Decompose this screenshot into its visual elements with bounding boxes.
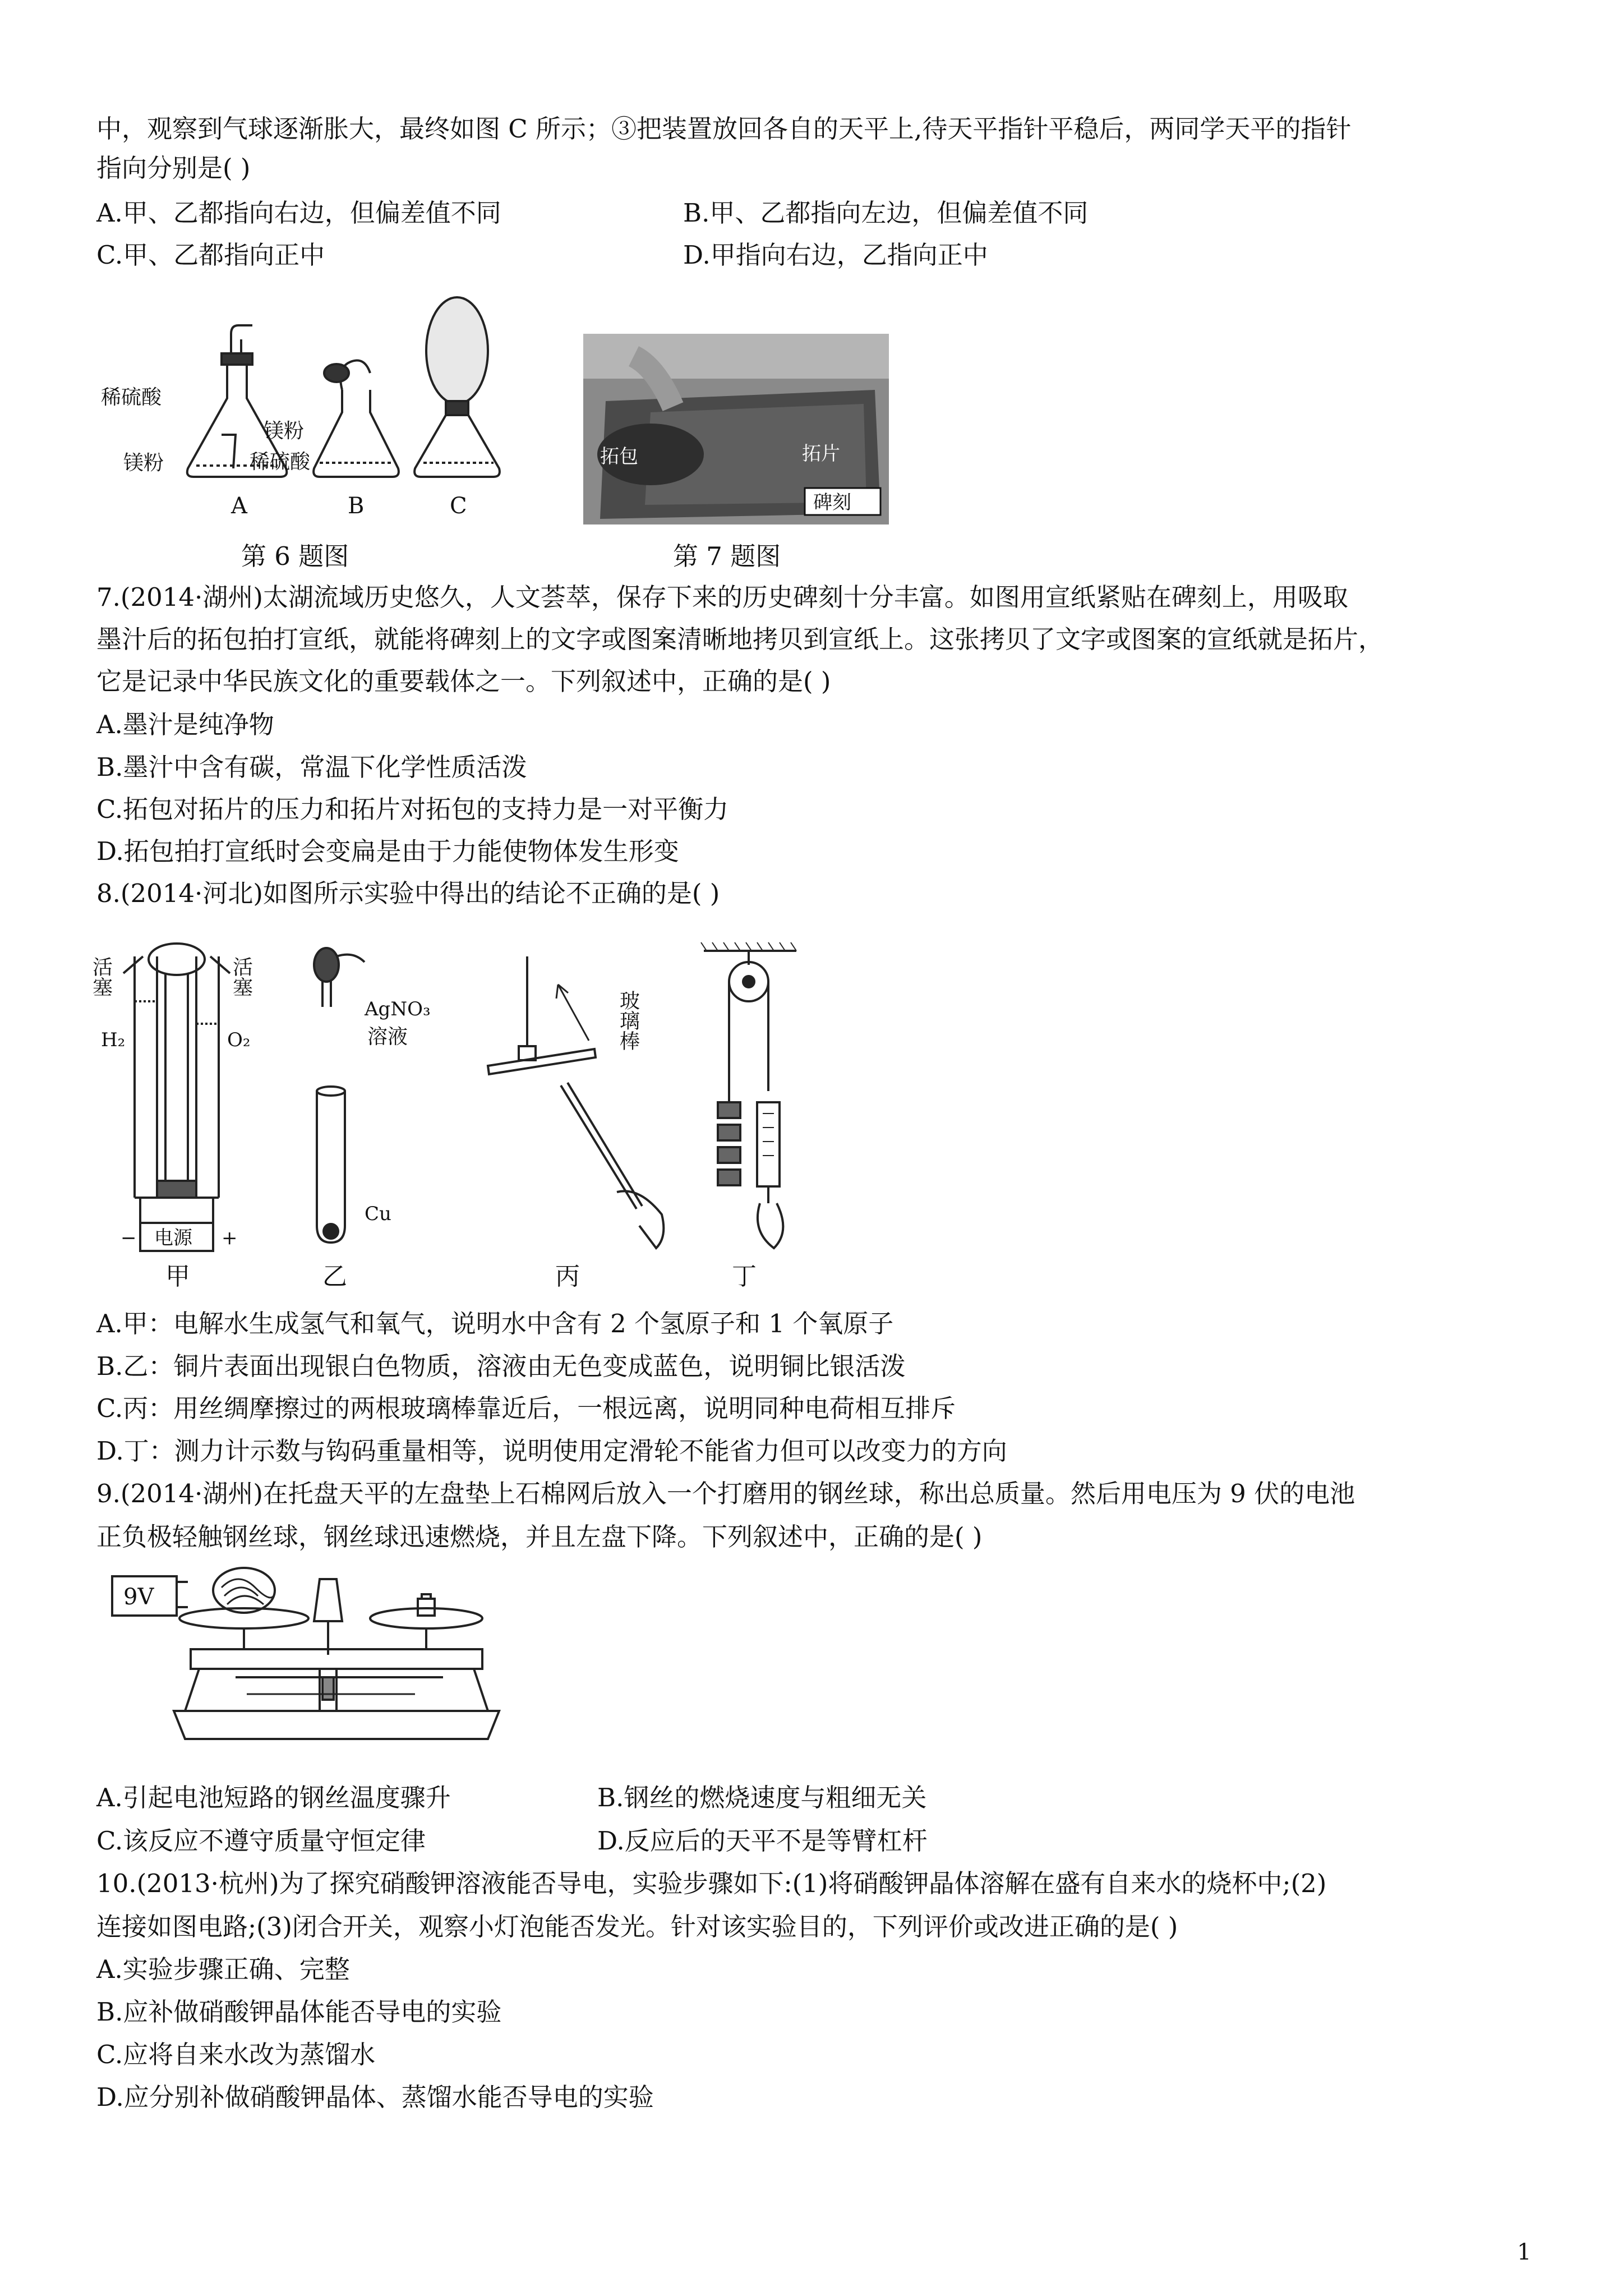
q8-option-d: D.丁：测力计示数与钩码重量相等，说明使用定滑轮不能省力但可以改变力的方向	[96, 1436, 1007, 1466]
flask-c	[414, 297, 500, 477]
label-battery: 9V	[123, 1584, 154, 1610]
label-power-source: 电源	[154, 1227, 192, 1249]
q10-option-d: D.应分别补做硝酸钾晶体、蒸馏水能否导电的实验	[96, 2082, 654, 2112]
label-c: C	[450, 493, 467, 519]
figure-6-caption: 第 6 题图	[241, 541, 349, 571]
page-number: 1	[1517, 2239, 1532, 2265]
label-o2: O₂	[227, 1029, 251, 1051]
label-plus: +	[222, 1227, 238, 1249]
label-glass-rod: 玻璃棒	[616, 990, 640, 1051]
label-ding: 丁	[732, 1262, 757, 1291]
q6-stem-line1: 中，观察到气球逐渐胀大，最终如图 C 所示；③把装置放回各自的天平上,待天平指针平稳后，两同学天平的指针	[96, 114, 1352, 144]
q8-stem: 8.(2014·河北)如图所示实验中得出的结论不正确的是( )	[96, 878, 720, 908]
test-tube-apparatus	[314, 948, 365, 1243]
label-agno3: AgNO₃	[365, 998, 431, 1020]
label-jia: 甲	[165, 1262, 190, 1291]
label-rubbing-bag: 拓包	[600, 445, 638, 468]
q9-option-d: D.反应后的天平不是等臂杠杆	[597, 1826, 928, 1856]
q10-stem-line2: 连接如图电路;(3)闭合开关，观察小灯泡能否发光。针对该实验目的，下列评价或改进正确的是( )	[96, 1912, 1178, 1941]
figure-6-apparatus	[101, 289, 505, 524]
q9-option-b: B.钢丝的燃烧速度与粗细无关	[597, 1783, 927, 1812]
figure-7-photo	[583, 334, 889, 524]
label-cu: Cu	[365, 1203, 391, 1225]
label-valve-left: 活塞	[89, 956, 113, 997]
q7-option-a: A.墨汁是纯净物	[96, 710, 274, 739]
q7-stem-line3: 它是记录中华民族文化的重要载体之一。下列叙述中，正确的是( )	[96, 666, 831, 696]
label-h2: H₂	[101, 1029, 126, 1051]
q7-stem-line1: 7.(2014·湖州)太湖流域历史悠久，人文荟萃，保存下来的历史碑刻十分丰富。如图用宣纸紧贴在碑刻上，用吸取	[96, 582, 1348, 612]
q6-option-a: A.甲、乙都指向右边，但偏差值不同	[96, 198, 501, 228]
label-bing: 丙	[555, 1262, 580, 1291]
figure-7-caption: 第 7 题图	[673, 541, 781, 571]
q9-stem-line2: 正负极轻触钢丝球，钢丝球迅速燃烧，并且左盘下降。下列叙述中，正确的是( )	[96, 1522, 983, 1552]
q7-option-d: D.拓包拍打宣纸时会变扁是由于力能使物体发生形变	[96, 836, 679, 866]
q7-option-b: B.墨汁中含有碳，常温下化学性质活泼	[96, 752, 527, 782]
q8-option-c: C.丙：用丝绸摩擦过的两根玻璃棒靠近后，一根远离，说明同种电荷相互排斥	[96, 1393, 956, 1423]
label-rubbing: 拓片	[802, 443, 840, 465]
label-b: B	[348, 493, 365, 519]
electrolysis-apparatus	[123, 944, 230, 1251]
q6-option-d: D.甲指向右边，乙指向正中	[683, 240, 988, 270]
q8-option-a: A.甲：电解水生成氢气和氧气，说明水中含有 2 个氢原子和 1 个氧原子	[96, 1309, 894, 1338]
q6-option-b: B.甲、乙都指向左边，但偏差值不同	[683, 198, 1089, 228]
q9-stem-line1: 9.(2014·湖州)在托盘天平的左盘垫上石棉网后放入一个打磨用的钢丝球，称出总质量。然后用电压为 9 伏的电池	[96, 1479, 1355, 1508]
q7-option-c: C.拓包对拓片的压力和拓片对拓包的支持力是一对平衡力	[96, 794, 729, 824]
q10-option-a: A.实验步骤正确、完整	[96, 1954, 350, 1984]
flask-b	[313, 361, 399, 477]
label-dilute-acid-b: 稀硫酸	[250, 450, 311, 473]
label-valve-right: 活塞	[229, 956, 253, 997]
figure-8-experiments	[89, 934, 830, 1293]
q7-stem-line2: 墨汁后的拓包拍打宣纸，就能将碑刻上的文字或图案清晰地拷贝到宣纸上。这张拷贝了文字或图案的宣纸就是拓片，	[96, 624, 1384, 654]
label-mg-powder-a: 镁粉	[123, 452, 164, 475]
label-mg-powder-b: 镁粉	[264, 420, 305, 443]
label-solution: 溶液	[367, 1025, 408, 1048]
q10-option-c: C.应将自来水改为蒸馏水	[96, 2040, 376, 2069]
label-a: A	[231, 493, 247, 519]
label-yi: 乙	[322, 1262, 347, 1291]
q10-stem-line1: 10.(2013·杭州)为了探究硝酸钾溶液能否导电，实验步骤如下:(1)将硝酸钾晶体溶解在盛有自来水的烧杯中;(2)	[96, 1869, 1327, 1898]
steel-wool-ball	[213, 1568, 275, 1613]
pulley-apparatus	[701, 942, 796, 1248]
q6-option-c: C.甲、乙都指向正中	[96, 240, 325, 270]
q8-option-b: B.乙：铜片表面出现银白色物质，溶液由无色变成蓝色，说明铜比银活泼	[96, 1351, 906, 1381]
label-stele: 碑刻	[813, 491, 851, 514]
q6-stem-line2: 指向分别是( )	[96, 153, 251, 183]
label-minus: −	[121, 1227, 137, 1249]
q10-option-b: B.应补做硝酸钾晶体能否导电的实验	[96, 1997, 502, 2027]
q9-option-c: C.该反应不遵守质量守恒定律	[96, 1826, 426, 1856]
q9-option-a: A.引起电池短路的钢丝温度骤升	[96, 1783, 451, 1812]
label-dilute-acid-a: 稀硫酸	[101, 386, 162, 409]
figure-9-balance	[107, 1565, 499, 1778]
